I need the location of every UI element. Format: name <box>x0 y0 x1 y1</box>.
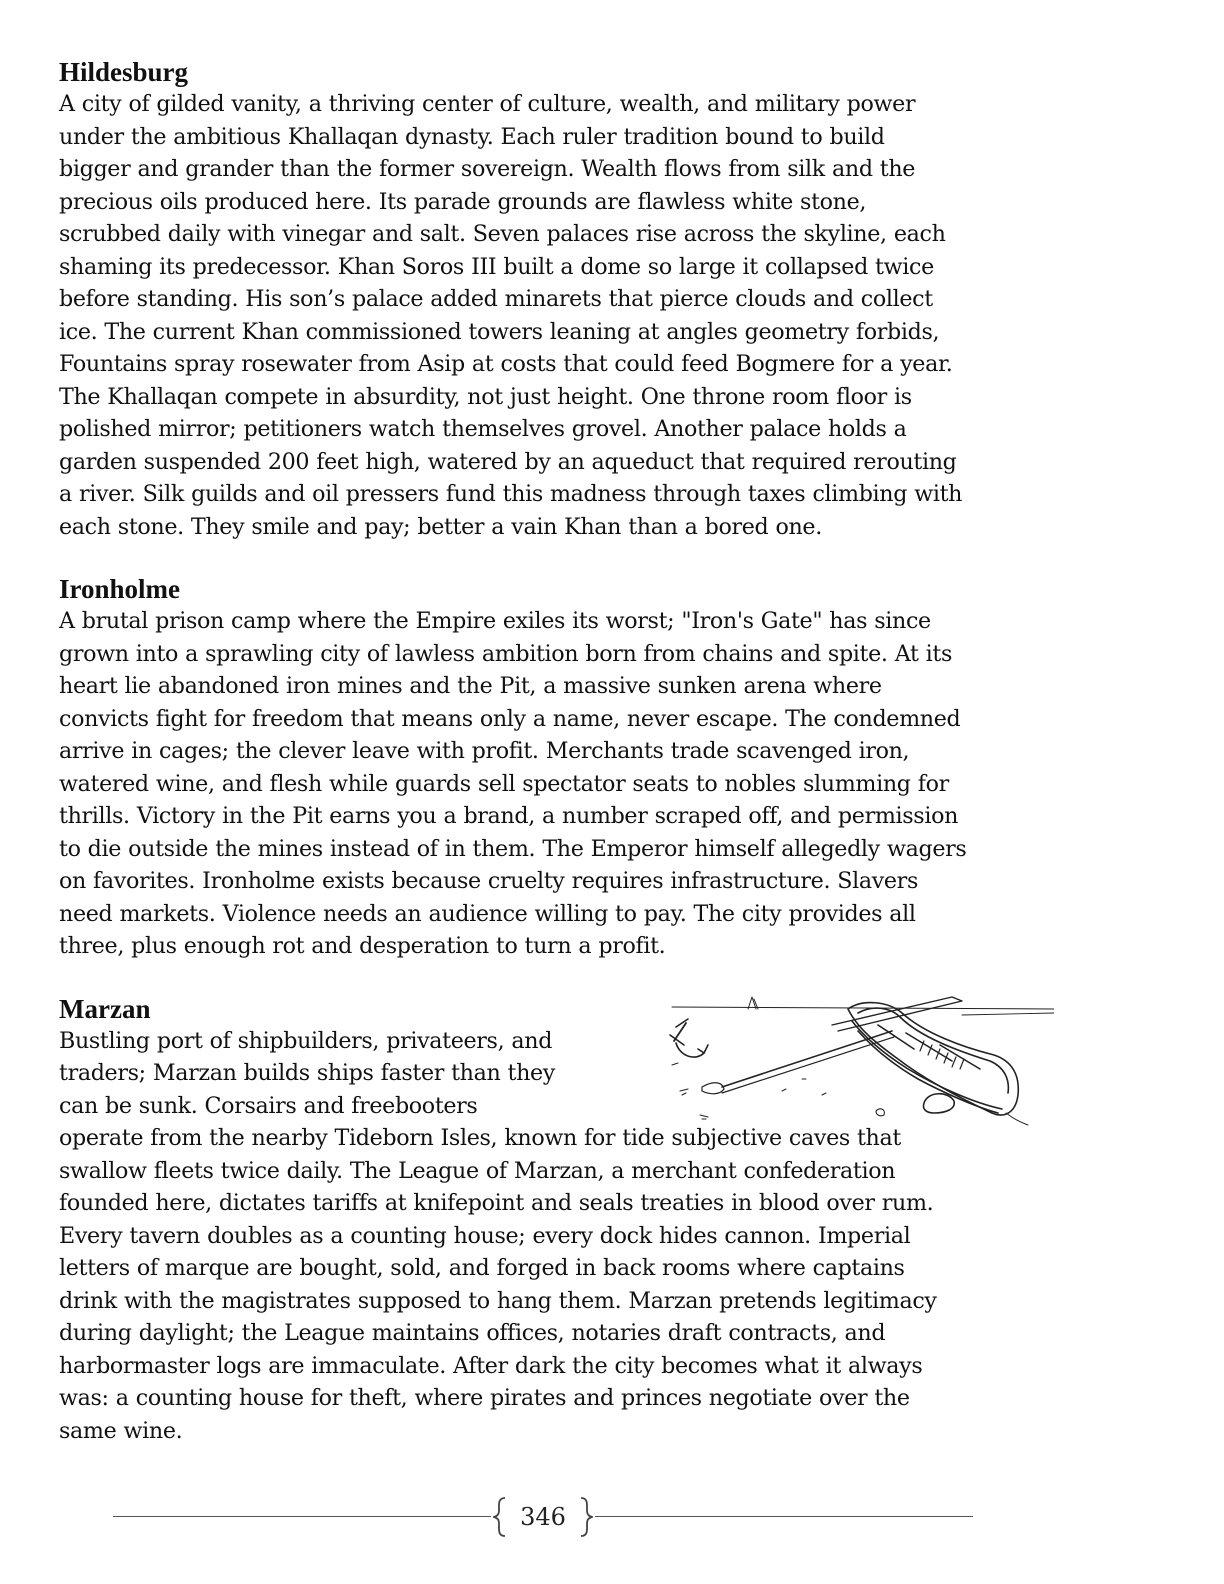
text-line: need markets. Violence needs an audience willing to pay. The city provides all <box>59 900 916 927</box>
text-line: under the ambitious Khallaqan dynasty. Each ruler tradition bound to build <box>59 123 885 150</box>
text-line: drink with the magistrates supposed to hang them. Marzan pretends legitimacy <box>59 1287 937 1314</box>
text-line: operate from the nearby Tideborn Isles, known for tide subjective caves that <box>59 1125 901 1151</box>
text-line: to die outside the mines instead of in them. The Emperor himself allegedly wagers <box>59 835 967 862</box>
text-line: precious oils produced here. Its parade grounds are flawless white stone, <box>59 188 867 215</box>
text-line: traders; Marzan builds ships faster than they <box>59 1060 555 1086</box>
text-line: Fountains spray rosewater from Asip at costs that could feed Bogmere for a year. <box>59 351 953 377</box>
text-line: swallow fleets twice daily. The League of Marzan, a merchant confederation <box>59 1157 896 1184</box>
text-line: The Khallaqan compete in absurdity, not just height. One throne room floor is <box>59 383 912 410</box>
text-line: before standing. His son’s palace added minarets that pierce clouds and collect <box>59 286 933 312</box>
text-line: each stone. They smile and pay; better a vain Khan than a bored one. <box>59 513 822 540</box>
text-line: letters of marque are bought, sold, and forged in back rooms where captains <box>59 1255 905 1281</box>
page-footer <box>113 1494 973 1542</box>
text-line: three, plus enough rot and desperation to turn a profit. <box>59 933 666 959</box>
text-line: watered wine, and flesh while guards sell spectator seats to nobles slumming for <box>59 770 949 797</box>
text-line: garden suspended 200 feet high, watered by an aqueduct that required rerouting <box>59 448 957 475</box>
text-line: Every tavern doubles as a counting house; every dock hides cannon. Imperial <box>59 1222 911 1249</box>
text-line: polished mirror; petitioners watch themselves grovel. Another palace holds a <box>59 416 907 442</box>
text-line: thrills. Victory in the Pit earns you a brand, a number scraped off, and permission <box>59 803 959 829</box>
text-line: heart lie abandoned iron mines and the Pit, a massive sunken arena where <box>59 673 882 699</box>
section-heading: Marzan <box>59 993 151 1024</box>
section-body <box>59 605 1034 963</box>
text-line: harbormaster logs are immaculate. After dark the city becomes what it always <box>59 1352 923 1379</box>
section-body <box>59 88 1034 543</box>
text-line: Bustling port of shipbuilders, privateers, and <box>59 1027 553 1054</box>
text-line: A brutal prison camp where the Empire exiles its worst; "Iron's Gate" has since <box>59 608 931 634</box>
text-line: bigger and grander than the former sovereign. Wealth flows from silk and the <box>59 156 916 182</box>
text-line: A city of gilded vanity, a thriving center of culture, wealth, and military power <box>59 91 916 117</box>
text-line: can be sunk. Corsairs and freebooters <box>59 1092 478 1119</box>
text-line: same wine. <box>59 1417 183 1444</box>
text-line: scrubbed daily with vinegar and salt. Seven palaces rise across the skyline, each <box>59 221 946 247</box>
footer-rule-right <box>595 1516 973 1517</box>
text-line: shaming its predecessor. Khan Soros III built a dome so large it collapsed twice <box>59 253 934 280</box>
text-line: grown into a sprawling city of lawless ambition born from chains and spite. At its <box>59 640 953 667</box>
text-line: convicts fight for freedom that means only a name, never escape. The condemned <box>59 705 961 732</box>
text-line: on favorites. Ironholme exists because cruelty requires infrastructure. Slavers <box>59 868 918 894</box>
section-heading: Ironholme <box>59 574 181 604</box>
section-ironholme <box>59 573 1034 963</box>
page-content <box>59 56 1034 1447</box>
text-line: a river. Silk guilds and oil pressers fund this madness through taxes climbing with <box>59 481 963 507</box>
text-line: was: a counting house for theft, where pirates and princes negotiate over the <box>59 1385 910 1411</box>
text-line: during daylight; the League maintains offices, notaries draft contracts, and <box>59 1320 886 1346</box>
page-number: 346 <box>520 1503 566 1531</box>
text-line: ice. The current Khan commissioned towers leaning at angles geometry forbids, <box>59 318 940 345</box>
section-hildesburg <box>59 56 1034 543</box>
section-marzan <box>59 993 1034 1448</box>
text-line: arrive in cages; the clever leave with profit. Merchants trade scavenged iron, <box>59 738 910 764</box>
right-brace-ornament <box>579 1496 593 1538</box>
text-line: founded here, dictates tariffs at knifepoint and seals treaties in blood over rum. <box>59 1190 934 1216</box>
footer-rule-left <box>113 1516 491 1517</box>
section-heading: Hildesburg <box>59 57 189 87</box>
rowboat-illustration <box>662 995 1054 1135</box>
